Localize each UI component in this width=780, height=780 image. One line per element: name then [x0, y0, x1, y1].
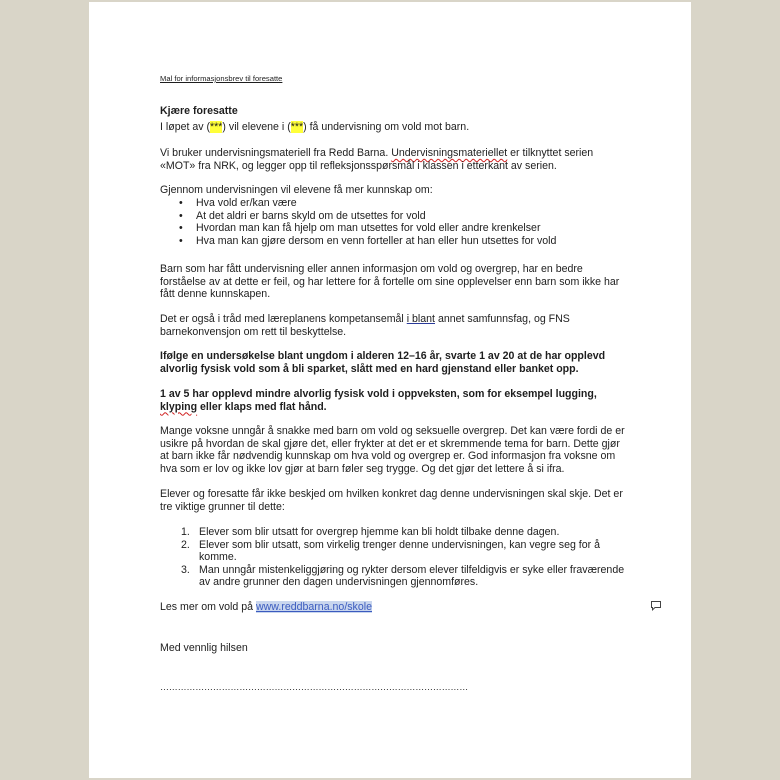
- placeholder-highlight: ***: [290, 121, 304, 133]
- signature-line: ……………………………………………………………………………………………: [160, 682, 469, 692]
- list-item: • Hva vold er/kan være: [160, 197, 630, 210]
- curriculum-text-1: Det er også i tråd med læreplanens kompetansemål: [160, 313, 407, 325]
- spelling-flagged-word[interactable]: Undervisningsmateriellet: [391, 147, 508, 159]
- intro-text-1: I løpet av (: [160, 121, 211, 133]
- list-item: • Hva man kan gjøre dersom en venn forteller at han eller hun utsettes for vold: [160, 235, 630, 248]
- list-item: [160, 539, 630, 564]
- underlined-phrase: i blant: [406, 313, 436, 325]
- curriculum-text-2: annet samfunnsfag, og FNS barnekonvensjon om rett til beskyttelse.: [160, 313, 570, 338]
- statistic-2: [160, 388, 630, 413]
- list-item: • Hvordan man kan få hjelp om man utsettes for vold eller andre krenkelser: [160, 222, 630, 235]
- document-page: [89, 2, 691, 778]
- material-text-1: Vi bruker undervisningsmateriell fra Redd Barna.: [160, 147, 392, 159]
- material-paragraph: [160, 147, 630, 172]
- list-number: 1.: [181, 526, 190, 538]
- intro-paragraph: [160, 121, 630, 134]
- list-number: 3.: [181, 563, 190, 576]
- list-item: • At det aldri er barns skyld om de utsettes for vold: [160, 210, 630, 223]
- document-header: Mal for informasjonsbrev til foresatte: [160, 74, 283, 83]
- list-item-text: Elever som blir utsatt, som virkelig trenger denne undervisningen, kan vegre seg for å komme.: [199, 538, 601, 564]
- spelling-flagged-word[interactable]: klyping: [160, 400, 198, 413]
- list-item: [160, 526, 630, 539]
- intro-text-2: ) vil elevene i (: [222, 121, 291, 133]
- intro-text-3: ) få undervisning om vold mot barn.: [303, 121, 470, 133]
- knowledge-list: [160, 197, 630, 247]
- placeholder-highlight: ***: [210, 121, 223, 133]
- understanding-paragraph: Barn som har fått undervisning eller annen informasjon om vold og overgrep, har en bedre forståelse av at dette er feil, og har lettere for å fortelle om sine opplevelser enn barn som ikke har fått denne kunnskapen.: [160, 263, 620, 301]
- material-text-2: er tilknyttet serien «MOT» fra NRK, og legger opp til refleksjonsspørsmål i klassen i etterkant av serien.: [160, 147, 594, 172]
- list-number: 2.: [181, 538, 190, 551]
- read-more: [160, 601, 630, 614]
- statistic-2-text-2: eller klaps med flat hånd.: [197, 400, 327, 413]
- list-item: [160, 564, 630, 589]
- reddbarna-link[interactable]: www.reddbarna.no/skole: [255, 601, 372, 613]
- comment-icon[interactable]: [650, 600, 662, 611]
- closing: Med vennlig hilsen: [160, 642, 248, 654]
- greeting: Kjære foresatte: [160, 105, 238, 117]
- read-more-text: Les mer om vold på: [160, 601, 256, 613]
- adults-paragraph: Mange voksne unngår å snakke med barn om vold og seksuelle overgrep. Det kan være fordi de er usikre på hvordan de skal gjøre det, eller frykter at det er et skremmende tema for barn. Dette gjør at barn ikke får nødvendig kunnskap om hva vold og overgrep er. God informasjon fra voksne om hva som er lov og ikke lov gjør at barn føler seg trygge. Og det gjør det lettere å si ifra.: [160, 425, 625, 475]
- list-item-text: Man unngår mistenkeliggjøring og rykter dersom elever tilfeldigvis er syke eller fraværende av andre grunner den dagen undervisningen gjennomføres.: [199, 563, 625, 589]
- curriculum-paragraph: [160, 313, 630, 338]
- reasons-list: [160, 526, 630, 589]
- statistic-1: Ifølge en undersøkelse blant ungdom i alderen 12–16 år, svarte 1 av 20 at de har opplevd alvorlig fysisk vold som å bli sparket, slått med en hard gjenstand eller banket opp.: [160, 350, 606, 375]
- knowledge-intro: Gjennom undervisningen vil elevene få mer kunnskap om:: [160, 184, 433, 196]
- statistic-2-text-1: 1 av 5 har opplevd mindre alvorlig fysisk vold i oppveksten, som for eksempel lugging,: [160, 388, 597, 400]
- list-item-text: Elever som blir utsatt for overgrep hjemme kan bli holdt tilbake denne dagen.: [199, 526, 560, 538]
- notice-paragraph: Elever og foresatte får ikke beskjed om hvilken konkret dag denne undervisningen skal skje. Det er tre viktige grunner til dette:: [160, 488, 623, 513]
